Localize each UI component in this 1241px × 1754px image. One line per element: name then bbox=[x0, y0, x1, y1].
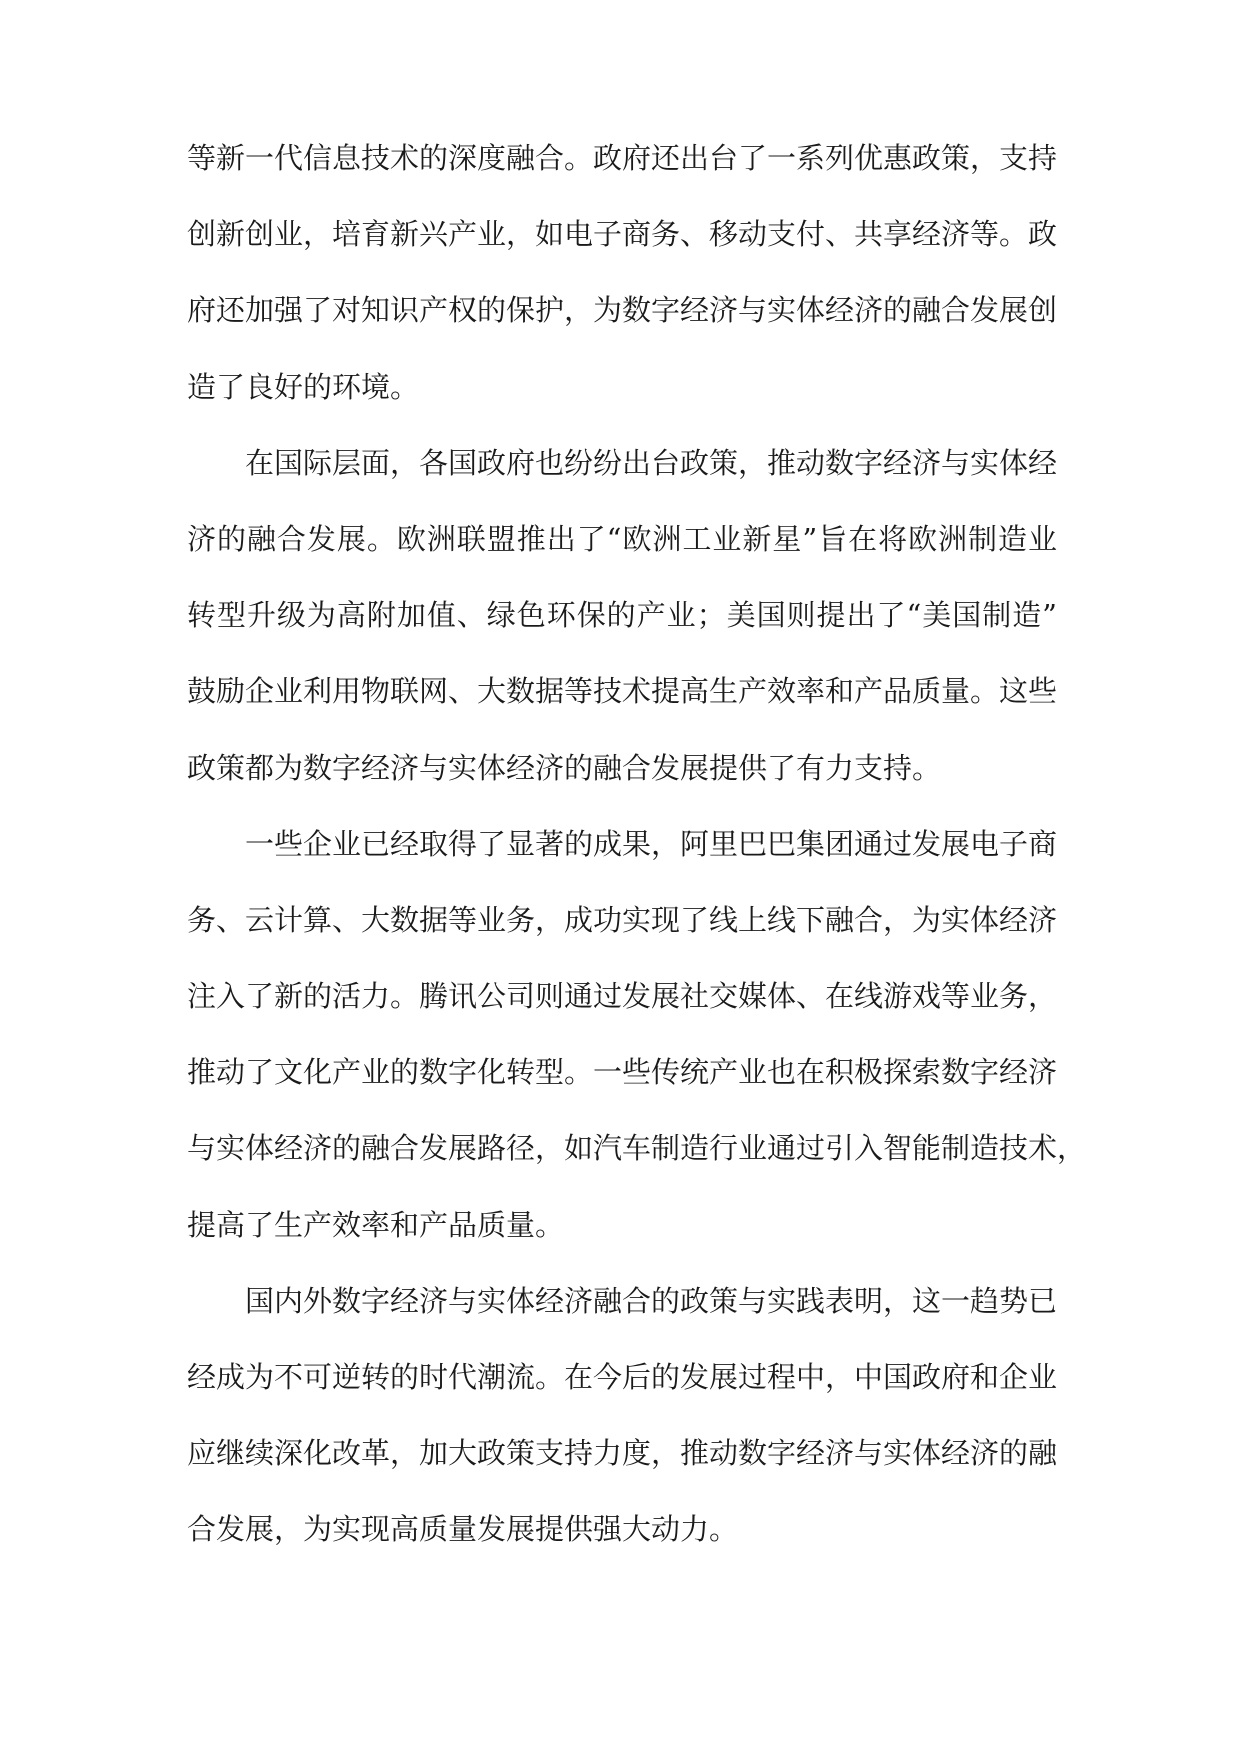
text-line: 经成为不可逆转的时代潮流。在今后的发展过程中，中国政府和企业 bbox=[187, 1360, 1058, 1394]
text-line: 府还加强了对知识产权的保护，为数字经济与实体经济的融合发展创 bbox=[187, 293, 1058, 328]
body-text bbox=[187, 140, 1087, 1588]
text-line: 与实体经济的融合发展路径，如汽车制造行业通过引入智能制造技术， bbox=[187, 1131, 1087, 1166]
paragraph-3 bbox=[187, 826, 1087, 1283]
text-line: 转型升级为高附加值、绿色环保的产业；美国则提出了“美国制造” bbox=[187, 598, 1057, 633]
text-line: 务、云计算、大数据等业务，成功实现了线上线下融合，为实体经济 bbox=[187, 902, 1058, 937]
text-line: 政策都为数字经济与实体经济的融合发展提供了有力支持。 bbox=[187, 750, 942, 785]
text-line: 济的融合发展。欧洲联盟推出了“欧洲工业新星”旨在将欧洲制造业 bbox=[187, 521, 1057, 556]
text-line: 鼓励企业利用物联网、大数据等技术提高生产效率和产品质量。这些 bbox=[187, 674, 1058, 709]
text-line: 创新创业，培育新兴产业，如电子商务、移动支付、共享经济等。政 bbox=[187, 217, 1058, 252]
text-line: 应继续深化改革，加大政策支持力度，推动数字经济与实体经济的融 bbox=[187, 1436, 1058, 1471]
paragraph-4 bbox=[187, 1283, 1057, 1588]
text-line: 注入了新的活力。腾讯公司则通过发展社交媒体、在线游戏等业务， bbox=[187, 979, 1058, 1014]
paragraph-1 bbox=[187, 140, 1057, 445]
paragraph-2 bbox=[187, 445, 1057, 826]
text-line: 国内外数字经济与实体经济融合的政策与实践表明，这一趋势已 bbox=[245, 1283, 1058, 1318]
text-line: 等新一代信息技术的深度融合。政府还出台了一系列优惠政策，支持 bbox=[187, 141, 1058, 175]
text-line: 提高了生产效率和产品质量。 bbox=[187, 1207, 565, 1242]
text-line: 造了良好的环境。 bbox=[187, 369, 420, 404]
text-line: 在国际层面，各国政府也纷纷出台政策，推动数字经济与实体经 bbox=[245, 445, 1058, 480]
text-line: 推动了文化产业的数字化转型。一些传统产业也在积极探索数字经济 bbox=[187, 1055, 1058, 1090]
text-line: 一些企业已经取得了显著的成果，阿里巴巴集团通过发展电子商 bbox=[245, 826, 1058, 861]
text-line: 合发展，为实现高质量发展提供强大动力。 bbox=[187, 1512, 739, 1547]
